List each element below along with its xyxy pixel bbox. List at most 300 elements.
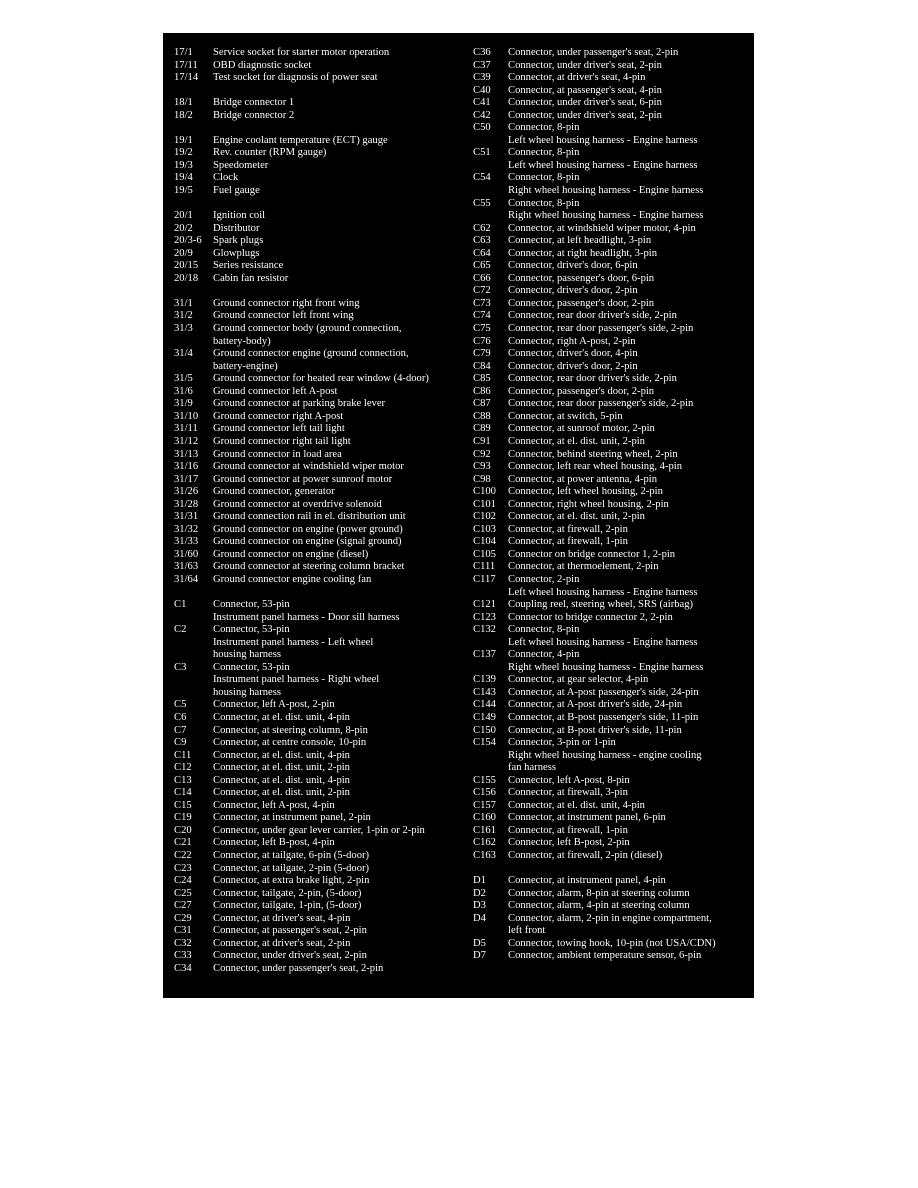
item-code: 31/60: [174, 548, 199, 560]
item-description: Ground connector in load area: [213, 448, 342, 460]
item-description: Connector, at switch, 5-pin: [508, 410, 623, 422]
item-description: Ground connector at overdrive solenoid: [213, 498, 382, 510]
item-code: C89: [473, 423, 491, 435]
list-item: [473, 725, 748, 738]
item-code: 31/11: [174, 423, 198, 435]
item-code: [473, 762, 508, 775]
item-code: 31/6: [174, 385, 193, 397]
item-code: D3: [473, 900, 486, 912]
item-description: Instrument panel harness - Left wheel: [213, 636, 374, 648]
list-item: [174, 373, 464, 386]
list-item: [174, 775, 464, 788]
item-description: Connector, at left headlight, 3-pin: [508, 235, 652, 247]
item-code: 19/4: [174, 172, 193, 184]
list-item: [174, 536, 464, 549]
item-code: [174, 336, 213, 349]
list-item: [174, 248, 464, 261]
item-code: [473, 135, 508, 148]
item-code: 19/1: [174, 134, 193, 146]
item-description: Connector, 8-pin: [508, 172, 580, 184]
list-item: [473, 574, 748, 587]
item-description: Speedometer: [213, 159, 269, 171]
item-description: Right wheel housing harness - engine cooling: [508, 749, 702, 761]
item-code: [174, 687, 213, 700]
item-description: Connector, left B-post, 2-pin: [508, 837, 630, 849]
list-item: [174, 298, 464, 311]
list-item: [174, 260, 464, 273]
item-description: battery-body): [213, 335, 271, 347]
item-code: C74: [473, 310, 491, 322]
list-item: [473, 524, 748, 537]
item-description: Ground connector on engine (power ground): [213, 523, 403, 535]
item-description: Connector, at instrument panel, 2-pin: [213, 812, 371, 824]
list-item: [473, 599, 748, 612]
list-item: [473, 160, 748, 173]
item-code: 20/3-6: [174, 235, 202, 247]
list-item: [473, 499, 748, 512]
item-code: C24: [174, 875, 192, 887]
item-description: Ground connector right tail light: [213, 435, 351, 447]
item-description: Spark plugs: [213, 235, 264, 247]
item-description: Connector, at right headlight, 3-pin: [508, 247, 658, 259]
item-code: C3: [174, 661, 187, 673]
item-description: Connector, at el. dist. unit, 2-pin: [508, 435, 645, 447]
list-item: [473, 511, 748, 524]
item-code: C27: [174, 900, 192, 912]
item-description: Connector, behind steering wheel, 2-pin: [508, 448, 678, 460]
item-description: Connector, at el. dist. unit, 4-pin: [213, 711, 350, 723]
list-item: [174, 511, 464, 524]
item-description: Connector, right wheel housing, 2-pin: [508, 498, 669, 510]
list-item: [174, 486, 464, 499]
item-code: C41: [473, 97, 491, 109]
item-description: Connector, alarm, 8-pin at steering column: [508, 887, 690, 899]
item-description: Left wheel housing harness - Engine harness: [508, 586, 698, 598]
item-description: Ground connector left A-post: [213, 385, 338, 397]
item-description: Glowplugs: [213, 247, 260, 259]
item-description: Ground connector engine cooling fan: [213, 573, 372, 585]
list-item: [174, 72, 464, 85]
list-item: [174, 436, 464, 449]
item-code: [174, 361, 213, 374]
list-item: [473, 185, 748, 198]
item-description: Ground connector on engine (signal ground): [213, 536, 402, 548]
list-item: [473, 863, 748, 876]
item-code: 31/17: [174, 473, 199, 485]
item-description: [213, 285, 464, 298]
list-item: [174, 348, 464, 361]
item-description: Left wheel housing harness - Engine harness: [508, 636, 698, 648]
item-code: [473, 210, 508, 223]
list-item: [174, 900, 464, 913]
item-code: [473, 185, 508, 198]
list-item: [473, 147, 748, 160]
item-code: C155: [473, 774, 496, 786]
list-item: [174, 210, 464, 223]
item-description: Ground connector at windshield wiper motor: [213, 461, 404, 473]
list-item: [174, 474, 464, 487]
list-item: [174, 787, 464, 800]
item-description: left front: [508, 925, 546, 937]
list-item: [174, 285, 464, 298]
item-code: C161: [473, 824, 496, 836]
item-code: [174, 198, 213, 211]
list-item: [174, 812, 464, 825]
item-code: C14: [174, 787, 192, 799]
item-description: Bridge connector 1: [213, 97, 295, 109]
item-description: Connector, 2-pin: [508, 573, 580, 585]
item-description: Connector, rear door driver's side, 2-pin: [508, 310, 677, 322]
item-description: Service socket for starter motor operation: [213, 47, 390, 58]
item-description: Test socket for diagnosis of power seat: [213, 72, 378, 84]
item-description: Ground connector body (ground connection,: [213, 323, 402, 335]
list-item: [473, 486, 748, 499]
item-description: Connector, at firewall, 2-pin (diesel): [508, 850, 663, 861]
list-item: [174, 574, 464, 587]
list-item: [174, 499, 464, 512]
list-item: [473, 60, 748, 73]
list-item: [473, 436, 748, 449]
item-code: C11: [174, 749, 192, 761]
item-description: Right wheel housing harness - Engine harness: [508, 185, 704, 197]
list-item: [473, 423, 748, 436]
item-code: C163: [473, 850, 496, 861]
list-item: [473, 624, 748, 637]
list-item: [473, 398, 748, 411]
item-description: Ground connector left tail light: [213, 423, 345, 435]
item-description: Fuel gauge: [213, 185, 260, 197]
list-item: [473, 787, 748, 800]
item-code: C102: [473, 511, 496, 523]
item-description: Connector, at firewall, 1-pin: [508, 536, 628, 548]
item-code: C22: [174, 850, 192, 861]
list-item: [473, 97, 748, 110]
item-code: C5: [174, 699, 187, 711]
list-item: [473, 474, 748, 487]
list-item: [174, 837, 464, 850]
item-code: C29: [174, 912, 192, 924]
item-code: 31/31: [174, 511, 199, 523]
item-code: D5: [473, 937, 486, 949]
item-description: Connector, under passenger's seat, 2-pin: [508, 47, 679, 58]
item-code: C39: [473, 72, 491, 84]
list-item: [174, 850, 464, 863]
item-description: Connector, 8-pin: [508, 122, 580, 134]
list-item: [174, 587, 464, 600]
list-item: [473, 198, 748, 211]
item-code: C104: [473, 536, 496, 548]
item-code: C66: [473, 272, 491, 284]
item-description: housing harness: [213, 686, 281, 698]
item-code: 20/15: [174, 260, 199, 272]
list-item: [174, 336, 464, 349]
item-code: C143: [473, 686, 496, 698]
item-code: C37: [473, 59, 491, 71]
item-description: Connector, left A-post, 8-pin: [508, 774, 630, 786]
item-code: C54: [473, 172, 491, 184]
item-description: Ground connector at parking brake lever: [213, 398, 386, 410]
item-code: C42: [473, 109, 491, 121]
list-item: [473, 260, 748, 273]
item-code: 20/9: [174, 247, 193, 259]
list-item: [174, 411, 464, 424]
item-description: Connector, at power antenna, 4-pin: [508, 473, 658, 485]
item-code: 19/3: [174, 159, 193, 171]
item-code: C156: [473, 787, 496, 799]
list-item: [473, 298, 748, 311]
item-description: Connector, at el. dist. unit, 2-pin: [213, 787, 350, 799]
item-code: C92: [473, 448, 491, 460]
item-code: C137: [473, 649, 496, 661]
item-description: Connector, left A-post, 4-pin: [213, 799, 335, 811]
item-code: C101: [473, 498, 496, 510]
list-item: [473, 938, 748, 951]
list-item: [473, 649, 748, 662]
item-description: Connector on bridge connector 1, 2-pin: [508, 548, 676, 560]
item-description: Connector, 8-pin: [508, 197, 580, 209]
list-item: [174, 323, 464, 336]
list-item: [473, 449, 748, 462]
item-description: Connector, at B-post passenger's side, 11-pin: [508, 711, 699, 723]
item-code: 31/63: [174, 561, 199, 573]
item-description: Connector, tailgate, 1-pin, (5-door): [213, 900, 362, 912]
list-item: [174, 386, 464, 399]
item-description: Ground connection rail in el. distribution unit: [213, 511, 406, 523]
item-description: Connector, driver's door, 4-pin: [508, 348, 638, 360]
list-item: [174, 825, 464, 838]
item-description: [508, 863, 748, 876]
item-description: Ground connector at steering column bracket: [213, 561, 405, 573]
item-code: 31/32: [174, 523, 199, 535]
list-item: [473, 461, 748, 474]
list-item: [174, 699, 464, 712]
item-code: [473, 750, 508, 763]
item-description: Connector, 53-pin: [213, 624, 290, 636]
list-item: [473, 637, 748, 650]
item-description: Connector, at driver's seat, 4-pin: [508, 72, 646, 84]
list-item: [473, 850, 748, 863]
list-item: [473, 837, 748, 850]
item-description: Connector, rear door driver's side, 2-pin: [508, 373, 677, 385]
item-code: [473, 925, 508, 938]
list-item: [174, 135, 464, 148]
list-item: [473, 712, 748, 725]
item-description: Connector, at centre console, 10-pin: [213, 737, 367, 749]
item-description: Ground connector engine (ground connection,: [213, 348, 409, 360]
item-description: Right wheel housing harness - Engine harness: [508, 210, 704, 222]
item-code: 31/12: [174, 435, 199, 447]
item-description: housing harness: [213, 649, 281, 661]
item-description: Connector, at el. dist. unit, 4-pin: [213, 749, 350, 761]
list-item: [473, 386, 748, 399]
list-item: [174, 273, 464, 286]
item-code: 19/5: [174, 185, 193, 197]
list-item: [174, 762, 464, 775]
item-description: Connector, left B-post, 4-pin: [213, 837, 335, 849]
list-item: [174, 649, 464, 662]
list-item: [174, 47, 464, 60]
list-item: [174, 950, 464, 963]
item-code: C63: [473, 235, 491, 247]
item-code: [174, 587, 213, 600]
item-description: Connector, under driver's seat, 2-pin: [508, 59, 662, 71]
item-description: Connector, alarm, 2-pin in engine compartment,: [508, 912, 712, 924]
item-code: C34: [174, 962, 192, 974]
item-description: Connector, at passenger's seat, 2-pin: [213, 925, 367, 937]
item-description: Connector, at B-post driver's side, 11-pin: [508, 724, 682, 736]
item-code: 31/4: [174, 348, 193, 360]
item-code: C73: [473, 297, 491, 309]
item-description: Engine coolant temperature (ECT) gauge: [213, 134, 388, 146]
list-item: [473, 561, 748, 574]
item-code: C33: [174, 950, 192, 962]
item-code: C9: [174, 737, 187, 749]
item-description: Left wheel housing harness - Engine harness: [508, 159, 698, 171]
list-item: [473, 875, 748, 888]
item-code: C13: [174, 774, 192, 786]
item-description: Connector, left rear wheel housing, 4-pin: [508, 461, 683, 473]
item-code: C88: [473, 410, 491, 422]
item-code: C76: [473, 335, 491, 347]
item-code: 31/1: [174, 297, 193, 309]
item-description: Connector, under driver's seat, 6-pin: [508, 97, 662, 109]
item-description: Distributor: [213, 222, 260, 234]
item-code: 17/14: [174, 72, 199, 84]
list-item: [473, 336, 748, 349]
list-item: [174, 599, 464, 612]
item-description: Connector, at steering column, 8-pin: [213, 724, 368, 736]
item-code: [473, 637, 508, 650]
item-description: [213, 85, 464, 98]
list-item: [174, 122, 464, 135]
list-item: [473, 122, 748, 135]
list-item: [174, 398, 464, 411]
right-column: [473, 47, 748, 963]
list-item: [174, 110, 464, 123]
list-item: [174, 223, 464, 236]
item-code: C25: [174, 887, 192, 899]
item-code: [473, 160, 508, 173]
item-code: D7: [473, 950, 486, 962]
list-item: [473, 587, 748, 600]
item-code: C103: [473, 523, 496, 535]
item-code: [174, 285, 213, 298]
list-item: [174, 423, 464, 436]
item-code: C51: [473, 147, 491, 159]
item-description: Connector, alarm, 4-pin at steering column: [508, 900, 690, 912]
item-description: Connector, tailgate, 2-pin, (5-door): [213, 887, 362, 899]
item-description: Coupling reel, steering wheel, SRS (airbag): [508, 599, 694, 611]
item-description: Connector, at gear selector, 4-pin: [508, 674, 649, 686]
list-item: [174, 612, 464, 625]
list-item: [473, 900, 748, 913]
item-code: D4: [473, 912, 486, 924]
item-code: C7: [174, 724, 187, 736]
item-code: 17/1: [174, 47, 193, 58]
list-item: [473, 549, 748, 562]
item-description: Connector, at driver's seat, 2-pin: [213, 937, 351, 949]
item-description: Connector, at passenger's seat, 4-pin: [508, 84, 662, 96]
item-description: Connector, at tailgate, 2-pin (5-door): [213, 862, 370, 874]
list-item: [473, 273, 748, 286]
item-description: Connector, at tailgate, 6-pin (5-door): [213, 850, 370, 861]
item-code: C64: [473, 247, 491, 259]
item-code: C149: [473, 711, 496, 723]
list-item: [473, 223, 748, 236]
item-code: 19/2: [174, 147, 193, 159]
item-code: C55: [473, 197, 491, 209]
item-description: Connector, under passenger's seat, 2-pin: [213, 962, 384, 974]
item-description: Connector, right A-post, 2-pin: [508, 335, 636, 347]
item-code: D2: [473, 887, 486, 899]
list-item: [174, 624, 464, 637]
list-item: [174, 361, 464, 374]
item-code: C40: [473, 84, 491, 96]
item-description: Connector, at thermoelement, 2-pin: [508, 561, 659, 573]
item-description: Connector, at A-post driver's side, 24-pin: [508, 699, 683, 711]
item-description: Ground connector for heated rear window (4-door): [213, 373, 429, 385]
list-item: [174, 561, 464, 574]
item-description: Connector, at firewall, 2-pin: [508, 523, 628, 535]
list-item: [473, 47, 748, 60]
item-description: Left wheel housing harness - Engine harness: [508, 134, 698, 146]
list-item: [473, 373, 748, 386]
item-description: Connector, 8-pin: [508, 147, 580, 159]
list-item: [473, 674, 748, 687]
item-description: [213, 122, 464, 135]
list-item: [174, 310, 464, 323]
item-code: C20: [174, 824, 192, 836]
list-item: [174, 637, 464, 650]
item-description: fan harness: [508, 762, 556, 774]
item-code: C31: [174, 925, 192, 937]
list-item: [174, 85, 464, 98]
item-code: C1: [174, 599, 187, 611]
item-code: C144: [473, 699, 496, 711]
item-description: Connector, at el. dist. unit, 2-pin: [508, 511, 645, 523]
item-code: 20/2: [174, 222, 193, 234]
list-item: [473, 888, 748, 901]
item-code: 31/28: [174, 498, 199, 510]
item-description: Ground connector at power sunroof motor: [213, 473, 393, 485]
item-code: C105: [473, 548, 496, 560]
list-item: [473, 925, 748, 938]
item-description: Connector, driver's door, 2-pin: [508, 360, 638, 372]
item-code: 31/2: [174, 310, 193, 322]
item-description: Connector, passenger's door, 2-pin: [508, 385, 655, 397]
list-item: [473, 235, 748, 248]
item-code: C87: [473, 398, 491, 410]
item-description: Right wheel housing harness - Engine harness: [508, 661, 704, 673]
item-description: Bridge connector 2: [213, 109, 295, 121]
list-item: [473, 913, 748, 926]
connector-list-page: [163, 33, 754, 998]
item-code: C2: [174, 624, 187, 636]
item-code: C111: [473, 561, 496, 573]
list-item: [473, 210, 748, 223]
item-description: Connector, rear door passenger's side, 2-pin: [508, 323, 694, 335]
list-item: [174, 863, 464, 876]
item-description: Connector, under gear lever carrier, 1-pin or 2-pin: [213, 824, 425, 836]
item-description: Connector, at el. dist. unit, 4-pin: [508, 799, 645, 811]
list-item: [473, 361, 748, 374]
list-item: [174, 662, 464, 675]
list-item: [174, 938, 464, 951]
item-description: Connector, 53-pin: [213, 661, 290, 673]
item-code: C160: [473, 812, 496, 824]
item-description: Connector, at extra brake light, 2-pin: [213, 875, 370, 887]
item-code: D1: [473, 875, 486, 887]
